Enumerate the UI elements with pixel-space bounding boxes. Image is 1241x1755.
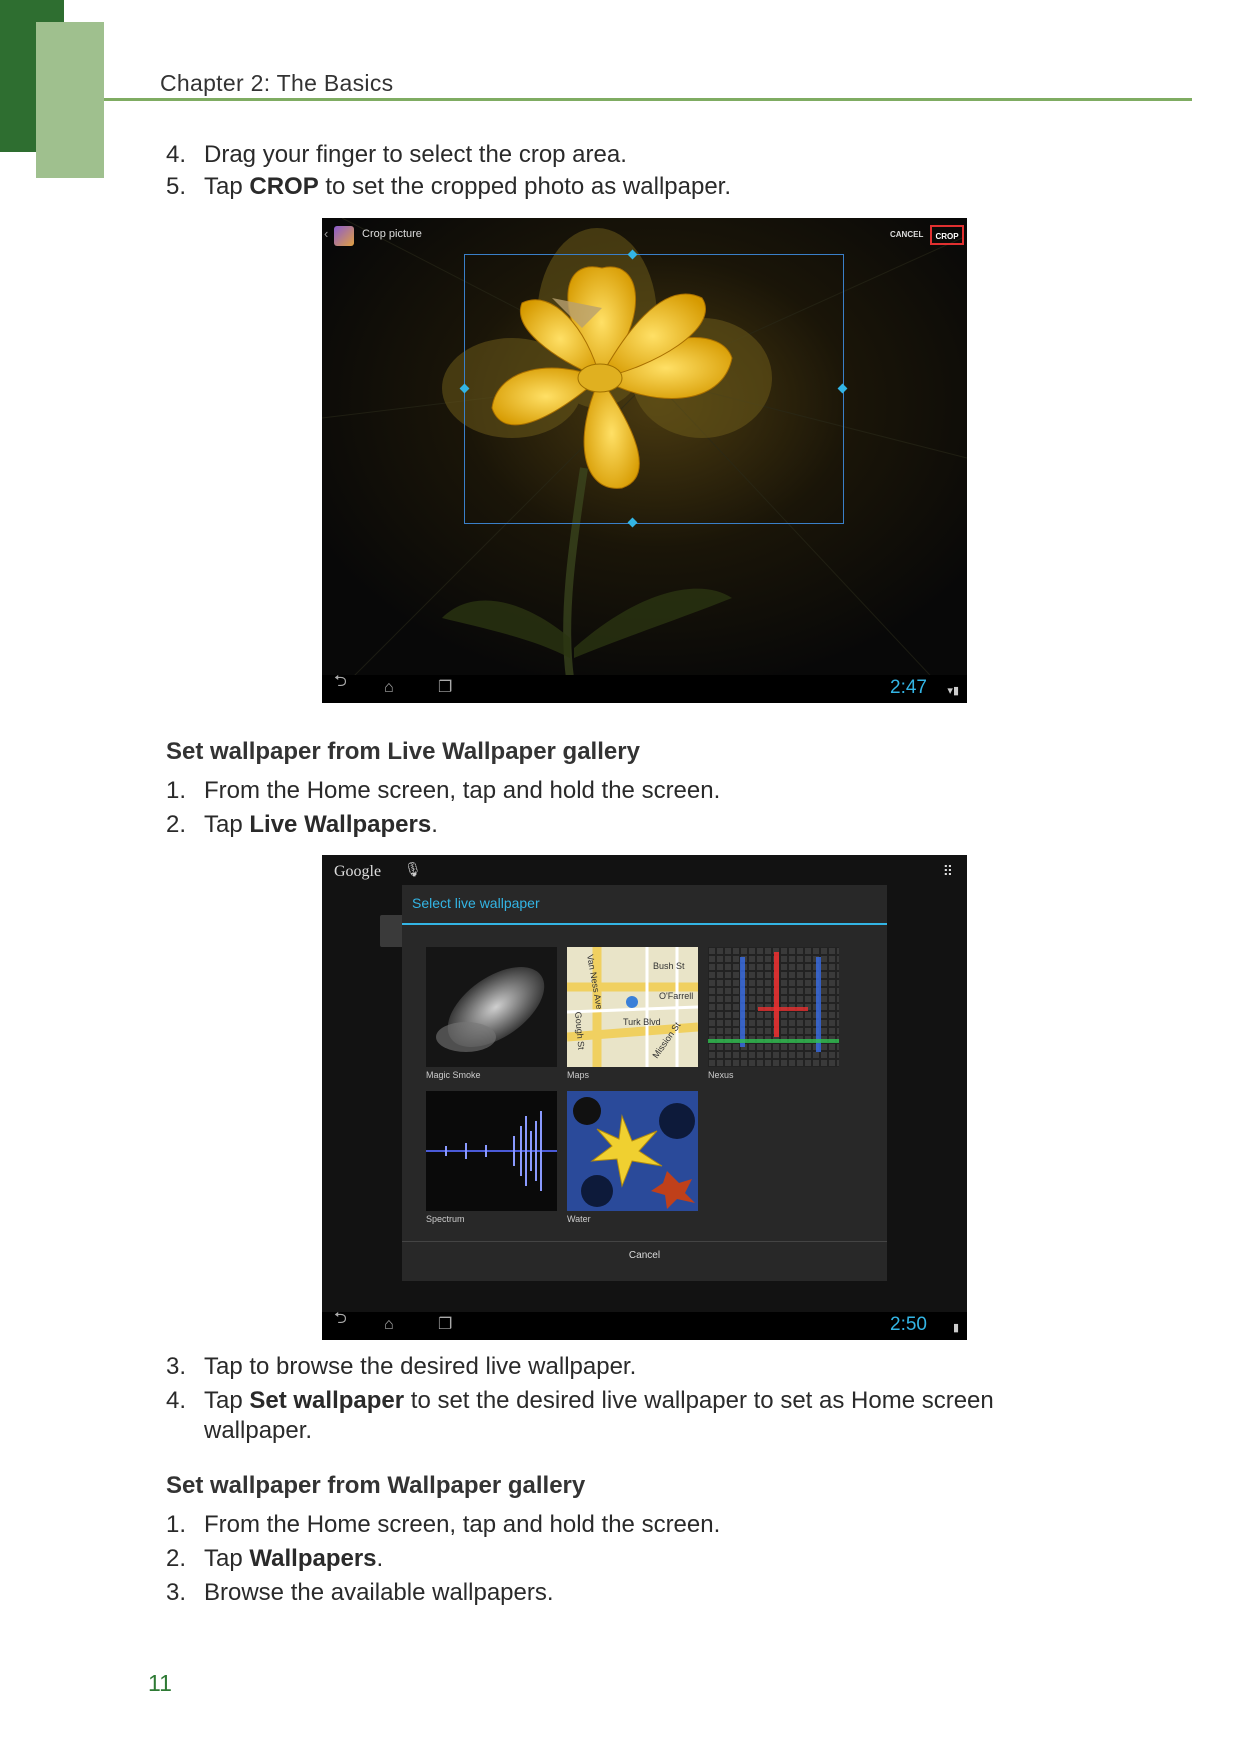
step-text-post: . [376,1545,384,1572]
back-chevron-icon[interactable]: ‹ [324,226,329,241]
step-item [166,1386,994,1446]
step-item [166,776,720,806]
home-icon[interactable]: ⌂ [384,679,394,696]
page-number: 11 [148,1670,172,1696]
map-label: Van Ness Ave [585,953,605,1011]
google-search-label[interactable]: Google [334,863,382,880]
tile-label: Maps [567,1070,590,1080]
step-text-post: to set the cropped photo as wallpaper. [318,173,731,200]
magic-smoke-thumbnail [426,947,557,1067]
map-label: Mission St [650,1020,683,1061]
wallpaper-tile-spectrum[interactable] [426,1091,557,1224]
tile-label: Nexus [708,1070,734,1080]
wallpaper-tile-maps[interactable] [567,947,698,1080]
step-text-pre: Tap [204,1387,250,1414]
wallpaper-tile-nexus[interactable] [708,947,839,1080]
map-label: Bush St [653,961,685,971]
maps-thumbnail [567,947,698,1067]
step-number: 4. [166,141,187,168]
step-text: From the Home screen, tap and hold the screen. [204,1511,721,1538]
back-icon[interactable]: ⮌ [334,673,347,690]
dialog-title-divider [402,923,887,925]
water-thumbnail [567,1091,698,1211]
nexus-thumbnail [708,947,839,1067]
step-item [166,1544,383,1574]
select-live-wallpaper-dialog [402,885,887,1281]
wallpaper-tile-water[interactable] [567,1091,698,1224]
map-label: Gough St [573,1011,587,1051]
back-icon[interactable]: ⮌ [334,1310,347,1327]
system-nav-bar [322,675,967,703]
recent-apps-icon[interactable]: ❐ [438,1316,453,1333]
step-item [166,140,627,170]
tile-label: Magic Smoke [426,1070,481,1080]
all-apps-icon[interactable]: ⠿ [942,863,953,879]
microphone-icon[interactable]: 🎙 [404,861,422,877]
step-number: 4. [166,1387,187,1414]
step-text-pre: Tap [204,1545,250,1572]
step-item [166,1352,636,1382]
step-text-bold: Set wallpaper [249,1387,405,1414]
step-number: 2. [166,811,187,838]
chapter-header: Chapter 2: The Basics [160,70,394,96]
map-label: O'Farrell [659,991,694,1001]
crop-button[interactable]: CROP [930,225,964,245]
crop-picture-screenshot [322,218,967,703]
step-number: 1. [166,1511,187,1538]
crop-picture-title: Crop picture [362,228,422,240]
step-text: Drag your finger to select the crop area. [204,141,627,168]
dialog-cancel-button[interactable]: Cancel [628,1250,661,1261]
step-item [166,1578,554,1608]
step-text-bold: CROP [249,173,319,200]
step-text-post: to set the desired live wallpaper to set as Home screen [404,1387,994,1414]
step-item [166,1510,720,1540]
step-item [166,810,438,840]
step-text: Tap to browse the desired live wallpaper. [204,1353,637,1380]
live-wallpaper-screenshot [322,855,967,1340]
step-text: Browse the available wallpapers. [204,1579,554,1606]
battery-icon: ▮ [952,1322,959,1334]
system-nav-bar [322,1312,967,1340]
status-clock: 2:50 [890,1314,927,1335]
spectrum-thumbnail [426,1091,557,1211]
dialog-title: Select live wallpaper [412,895,540,911]
status-clock: 2:47 [890,677,927,698]
step-text-bold: Wallpapers [249,1545,377,1572]
step-text-pre: Tap [204,811,250,838]
step-number: 3. [166,1353,187,1380]
map-label: Turk Blvd [623,1017,661,1027]
header-rule [104,98,1192,101]
section-heading: Set wallpaper from Live Wallpaper gallery [166,738,640,765]
corner-tab-light [36,22,104,178]
home-icon[interactable]: ⌂ [384,1316,394,1333]
step-text: From the Home screen, tap and hold the screen. [204,777,721,804]
tile-label: Spectrum [426,1214,465,1224]
tile-label: Water [567,1214,591,1224]
step-number: 3. [166,1579,187,1606]
step-text-bold: Live Wallpapers [249,811,432,838]
cancel-button[interactable]: CANCEL [890,230,924,239]
step-text-continuation: wallpaper. [204,1417,313,1444]
step-number: 2. [166,1545,187,1572]
crop-selection-box[interactable] [464,254,844,524]
dialog-button-divider [402,1241,887,1242]
step-number: 1. [166,777,187,804]
step-text-post: . [431,811,438,838]
step-number: 5. [166,173,187,200]
step-item [166,172,731,202]
gallery-app-icon [334,226,354,246]
wifi-battery-icon: ▾▮ [947,685,959,697]
wallpaper-tile-magic-smoke[interactable] [426,947,557,1080]
step-text-pre: Tap [204,173,250,200]
recent-apps-icon[interactable]: ❐ [438,679,453,696]
section-heading: Set wallpaper from Wallpaper gallery [166,1472,586,1499]
